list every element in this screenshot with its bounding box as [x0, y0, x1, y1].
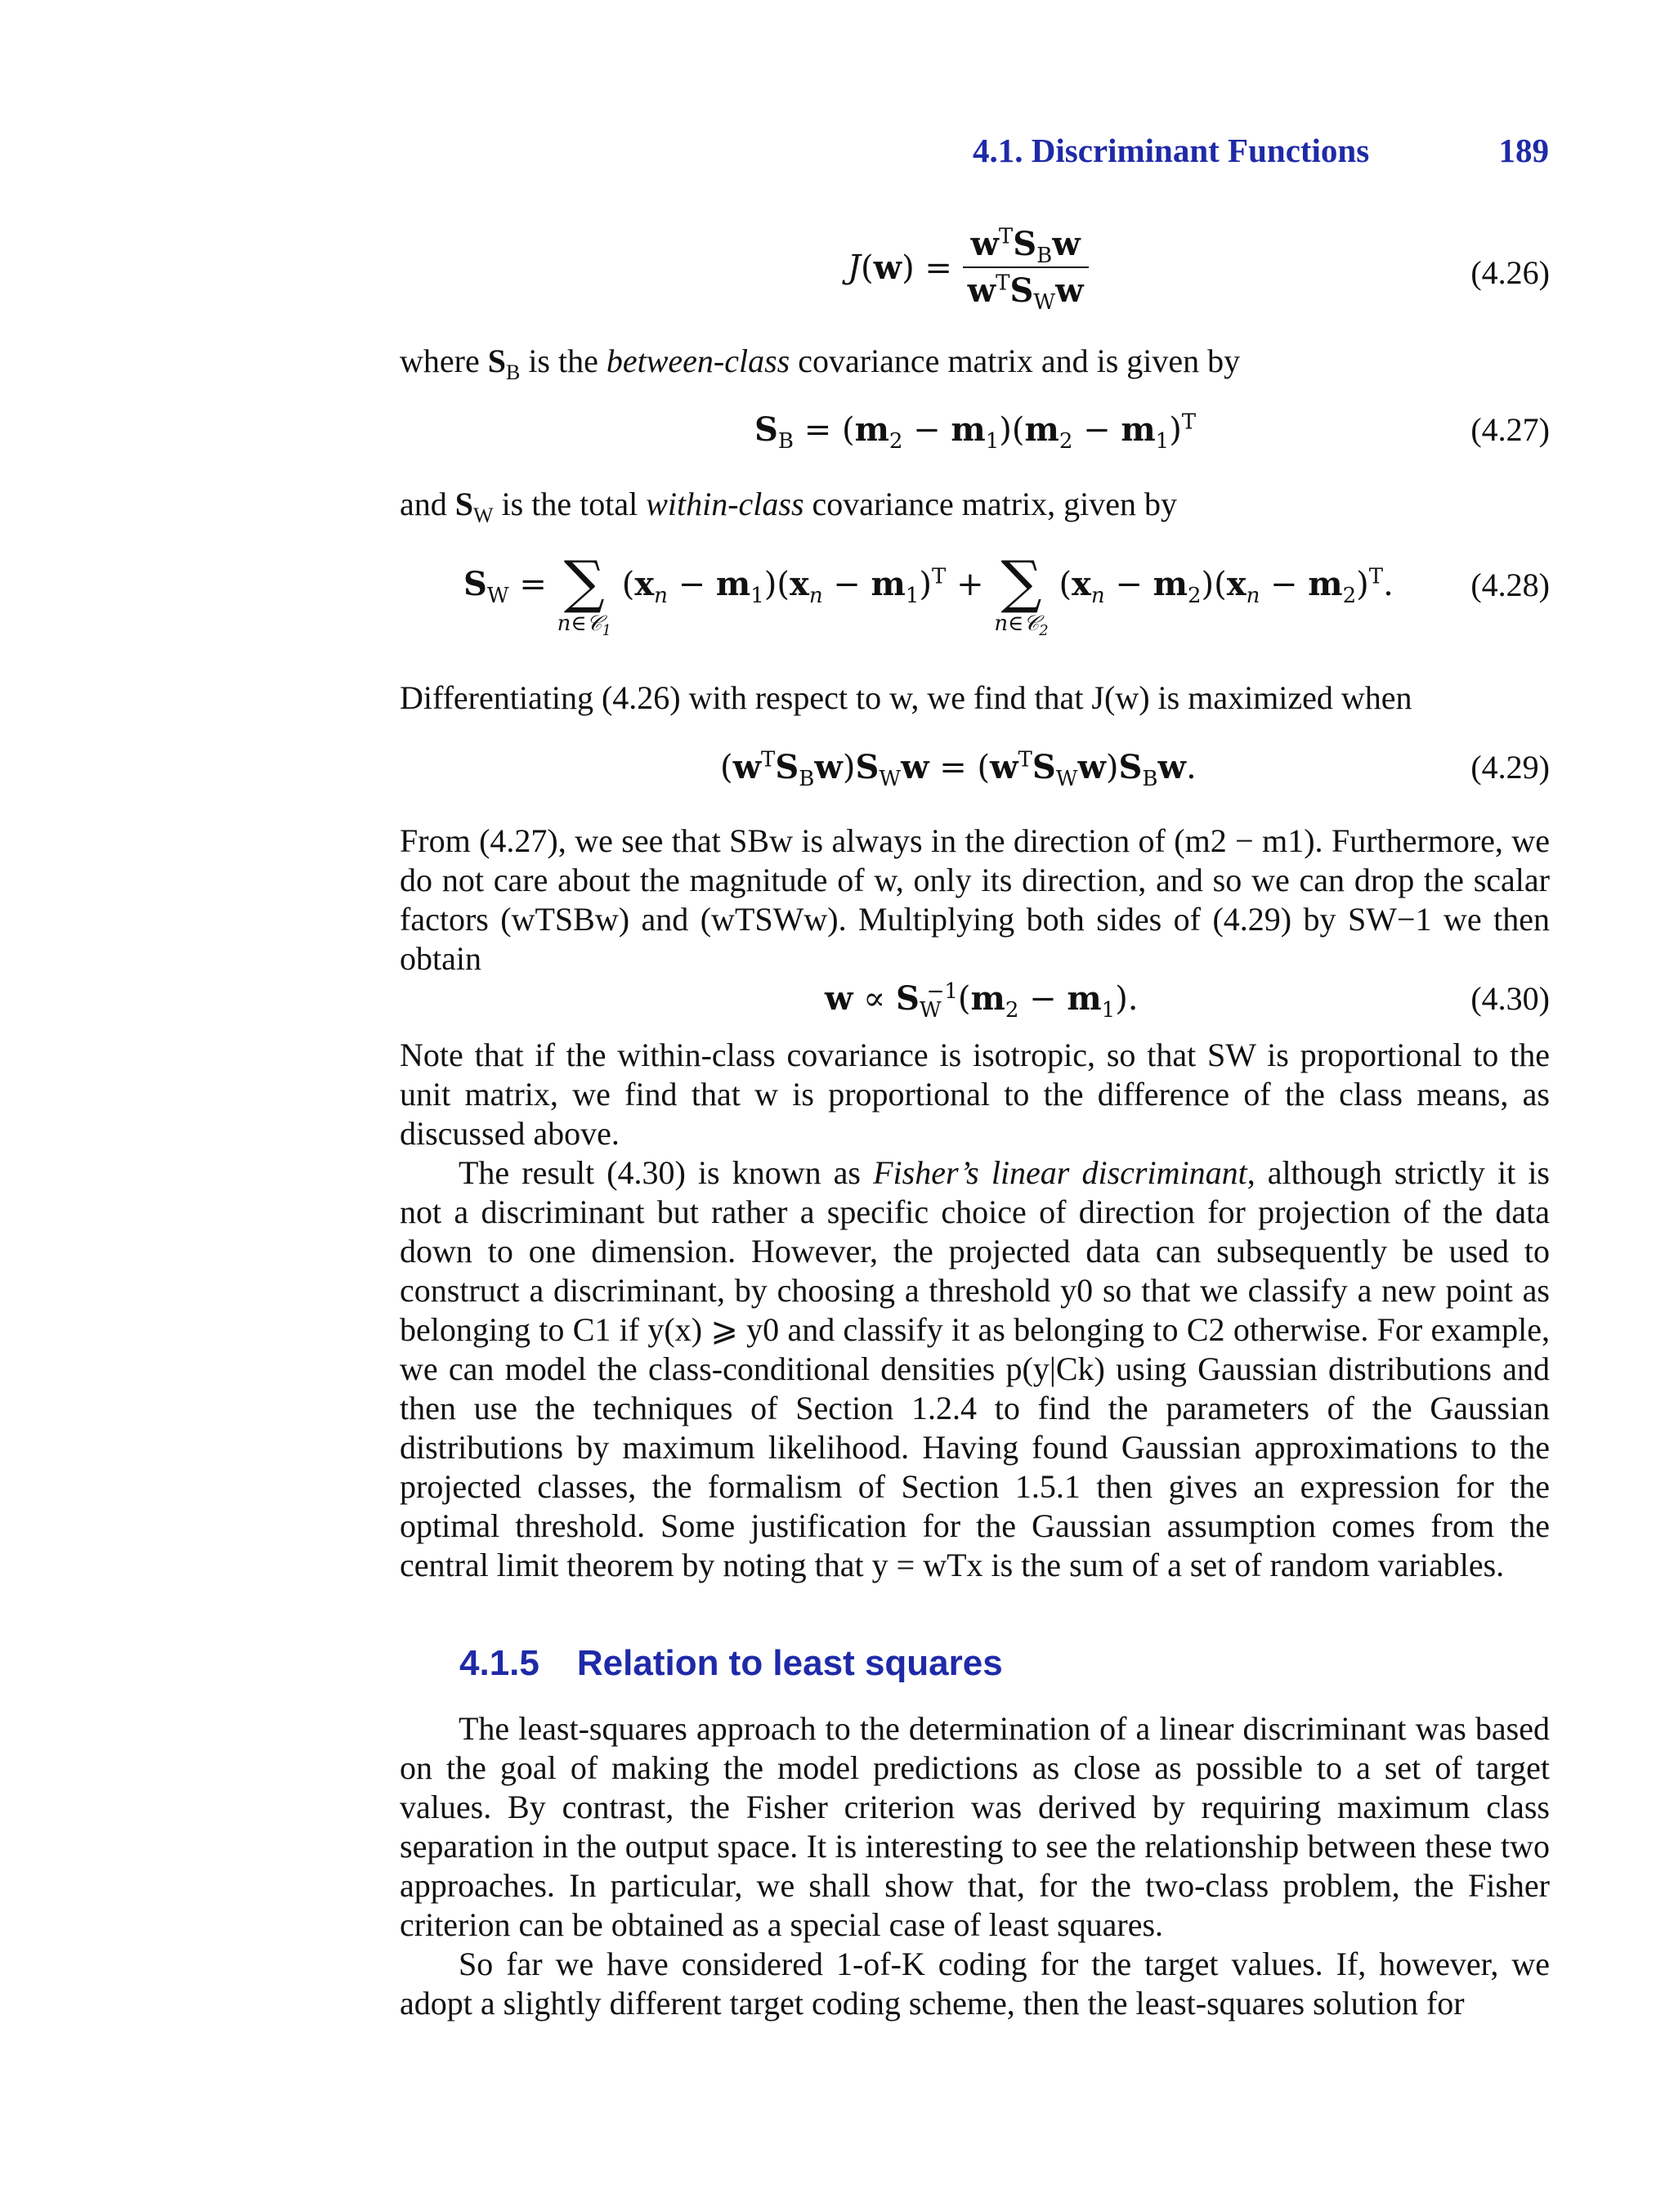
section-heading: [459, 1643, 1003, 1684]
equation-number: (4.28): [1470, 566, 1550, 603]
equation-4-29: $(w^TS_Bw)S_Ww = (w^TS_Ww)S_Bw$. (4.29): [720, 747, 1550, 791]
paragraph: The result (4.30) is known as Fisher’s linear discriminant, although strictly it is not a discriminant but rather a specific choice of direction for projection of the data down to one dimension. However, the projected data can subsequently be used to construct a discriminant, by choosing a threshold y0 so that we classify a new point as belonging to C1 if y(x) ⩾ y0 and classify it as belonging to C2 otherwise. For example, we can model the class-conditional densities p(y|Ck) using Gaussian distributions and then use the techniques of Section 1.2.4 to find the parameters of the Gaussian distributions by maximum likelihood. Having found Gaussian approximations to the projected classes, the formalism of Section 1.5.1 then gives an expression for the optimal threshold. Some justification for the Gaussian assumption comes from the central limit theorem by noting that y = wTx is the sum of a set of random variables.: [400, 1154, 1551, 1583]
equation-number: (4.26): [1470, 254, 1550, 291]
paragraph: Differentiating (4.26) with respect to w, we find that J(w) is maximized when: [400, 679, 1412, 716]
paragraph: So far we have considered 1-of-K coding for the target values. If, however, we adopt a slightly different target coding scheme, then the least-squares solution for: [400, 1946, 1550, 2022]
running-head: [973, 131, 1549, 170]
equation-4-26: J(w) = $\frac{w^TS_Bw}{w^TS_Ww}$ (4.26): [848, 224, 1550, 315]
equation-number: (4.29): [1470, 749, 1550, 786]
paragraph: Note that if the within-class covariance is isotropic, so that SW is proportional to the unit matrix, we find that w is proportional to the difference of the class means, as discussed above.: [400, 1037, 1550, 1152]
section-number: 4.1.5: [459, 1643, 539, 1683]
equation-4-27: $S_B = (m_2 - m_1)(m_2 - m_1)^T$ (4.27): [754, 410, 1550, 454]
equation-number: (4.30): [1470, 980, 1550, 1017]
paragraph: The least-squares approach to the determination of a linear discriminant was based on the goal of making the model predictions as close as possible to a set of target values. By contrast, the Fisher criterion was derived by requiring maximum class separation in the output space. It is interesting to see the relationship between these two approaches. In particular, we shall show that, for the two-class problem, the Fisher criterion can be obtained as a special case of least squares.: [400, 1710, 1550, 1943]
equation-4-30: $w \propto S_W^{-1}(m_2 - m_1)$. (4.30): [825, 978, 1550, 1023]
running-head-section: 4.1. Discriminant Functions: [973, 132, 1370, 169]
section-title: Relation to least squares: [576, 1643, 1003, 1683]
equation-4-28: $S_W$ = ∑ n∈𝒞$_1$ $(x_n - m_1)(x_n - m_1)^T$ + ∑ n∈𝒞$_2$ $(x_n - m_2)(x_n - m_2)^T$. (4.28): [463, 549, 1550, 640]
page-number: 189: [1498, 132, 1549, 169]
paragraph: where $S_B$ is the between-class covariance matrix and is given by: [400, 343, 1241, 384]
equation-number: (4.27): [1470, 411, 1550, 448]
paragraph: and $S_W$ is the total within-class covariance matrix, given by: [400, 486, 1178, 527]
paragraph: From (4.27), we see that SBw is always in the direction of (m2 − m1). Furthermore, we do not care about the magnitude of w, only its direction, and so we can drop the scalar factors (wTSBw) and (wTSWw). Multiplying both sides of (4.29) by SW−1 we then obtain: [400, 822, 1550, 977]
